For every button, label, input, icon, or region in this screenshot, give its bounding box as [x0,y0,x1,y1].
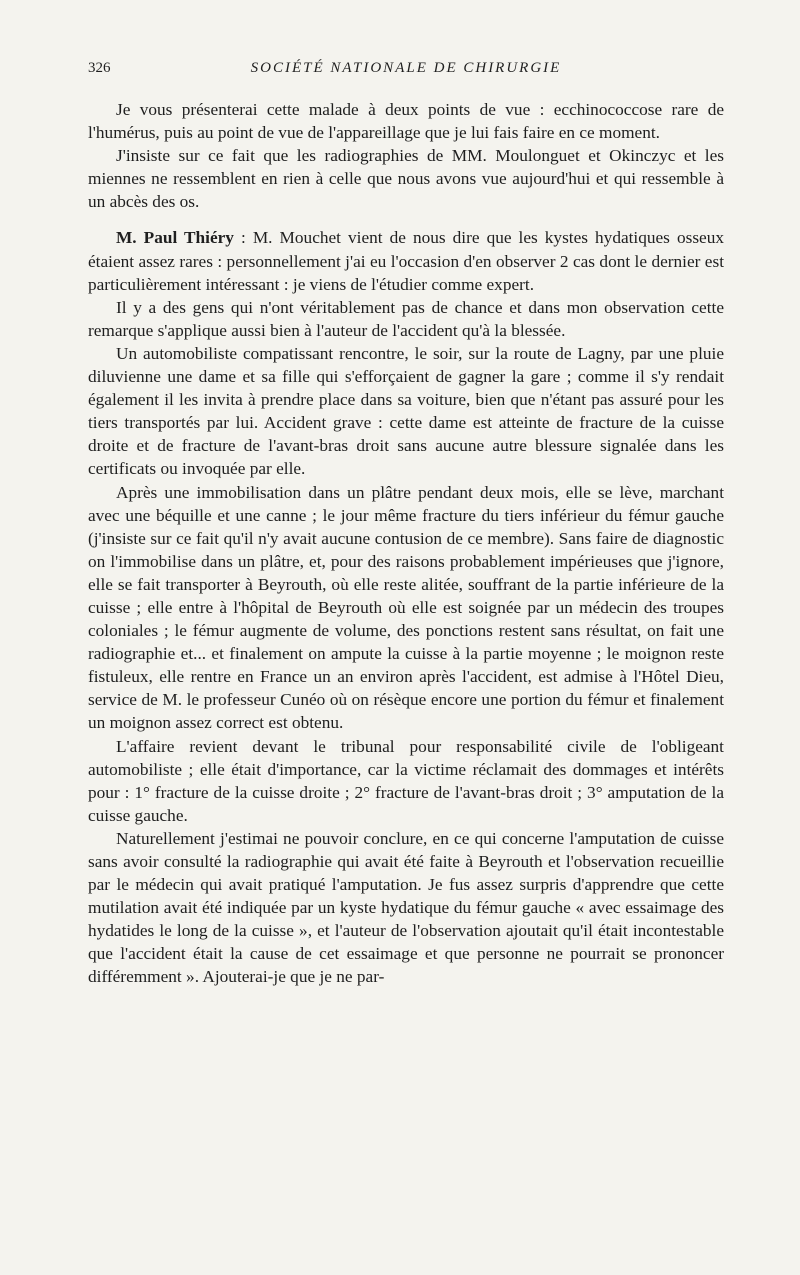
paragraph-text: Naturellement j'estimai ne pouvoir conclure, en ce qui concerne l'amputation de cuisse sans avoir consulté la radiographie qui avait été faite à Beyrouth et l'observation recueillie par le médecin qui avait pratiqué l'amputation. Je fus assez surpris d'apprendre que cette mutilation avait été indiquée par un kyste hydatique du fémur gauche « avec essaimage des hydatides le long de la cuisse », et l'auteur de l'observation ajoutait qu'il était incontestable que l'accident était la cause de cet essaimage et que personne ne pourrait se prononcer différemment ». Ajouterai-je que je ne par- [88,828,724,987]
paragraph [88,296,724,342]
page-number: 326 [88,60,111,76]
paragraph [88,144,724,213]
paragraph [88,226,724,295]
page-header [88,60,724,82]
paragraph [88,98,724,144]
running-title: SOCIÉTÉ NATIONALE DE CHIRURGIE [250,60,562,76]
paragraph-text: L'affaire revient devant le tribunal pour responsabilité civile de l'obligeant automobiliste ; elle était d'importance, car la victime réclamait des dommages et intérêts pour : 1° fracture de la cuisse droite ; 2° fracture de l'avant-bras droit ; 3° amputation de la cuisse gauche. [88,736,724,825]
paragraph-text: J'insiste sur ce fait que les radiographies de MM. Moulonguet et Okinczyc et les miennes ne ressemblent en rien à celle que nous avons vue aujourd'hui et qui ressemble à un abcès des os. [88,146,724,212]
paragraph-text: : M. Mouchet vient de nous dire que les kystes hydatiques osseux étaient assez rares : personnellement j'ai eu l'occasion d'en observer 2 cas dont le dernier est particulièrement intéressant : je viens de l'étudier comme expert. [88,228,724,294]
paragraph [88,735,724,827]
speaker-name: M. Paul Thiéry [116,228,234,248]
paragraph-text: Il y a des gens qui n'ont véritablement pas de chance et dans mon observation cette remarque s'applique aussi bien à l'auteur de l'accident qu'à la blessée. [88,297,724,340]
paragraph [88,481,724,735]
paragraph-text: Après une immobilisation dans un plâtre pendant deux mois, elle se lève, marchant avec une béquille et une canne ; le jour même fracture du tiers inférieur du fémur gauche (j'insiste sur ce fait qu'il n'y avait aucune contusion de ce membre). Sans faire de diagnostic on l'immobilise dans un plâtre, et, pour des raisons probablement impérieuses que j'ignore, elle se fait transporter à Beyrouth, où elle reste alitée, souffrant de la partie inférieure de la cuisse ; elle entre à l'hôpital de Beyrouth où elle est soignée par un médecin des troupes coloniales ; le fémur augmente de volume, des ponctions restent sans résultat, on fait une radiographie et... et finalement on ampute la cuisse à la partie moyenne ; le moignon reste fistuleux, elle rentre en France un an environ après l'accident, est admise à l'Hôtel Dieu, service de M. le professeur Cunéo où on résèque encore une portion du fémur et finalement un moignon assez correct est obtenu. [88,482,724,733]
paragraph-text: Je vous présenterai cette malade à deux points de vue : ecchinococcose rare de l'humérus, puis au point de vue de l'appareillage que je lui fais faire en ce moment. [88,100,724,143]
paragraph-text: Un automobiliste compatissant rencontre, le soir, sur la route de Lagny, par une pluie diluvienne une dame et sa fille qui s'efforçaient de gagner la gare ; comme il s'y rendait également il les invita à prendre place dans sa voiture, bien que n'étant pas assuré pour les tiers transportés par lui. Accident grave : cette dame est atteinte de fracture de la cuisse droite et de fracture de l'avant-bras droit sans aucune autre blessure signalée dans les certificats ou invoquée par elle. [88,343,724,479]
body-text [88,98,724,989]
paragraph [88,827,724,989]
paragraph [88,342,724,481]
